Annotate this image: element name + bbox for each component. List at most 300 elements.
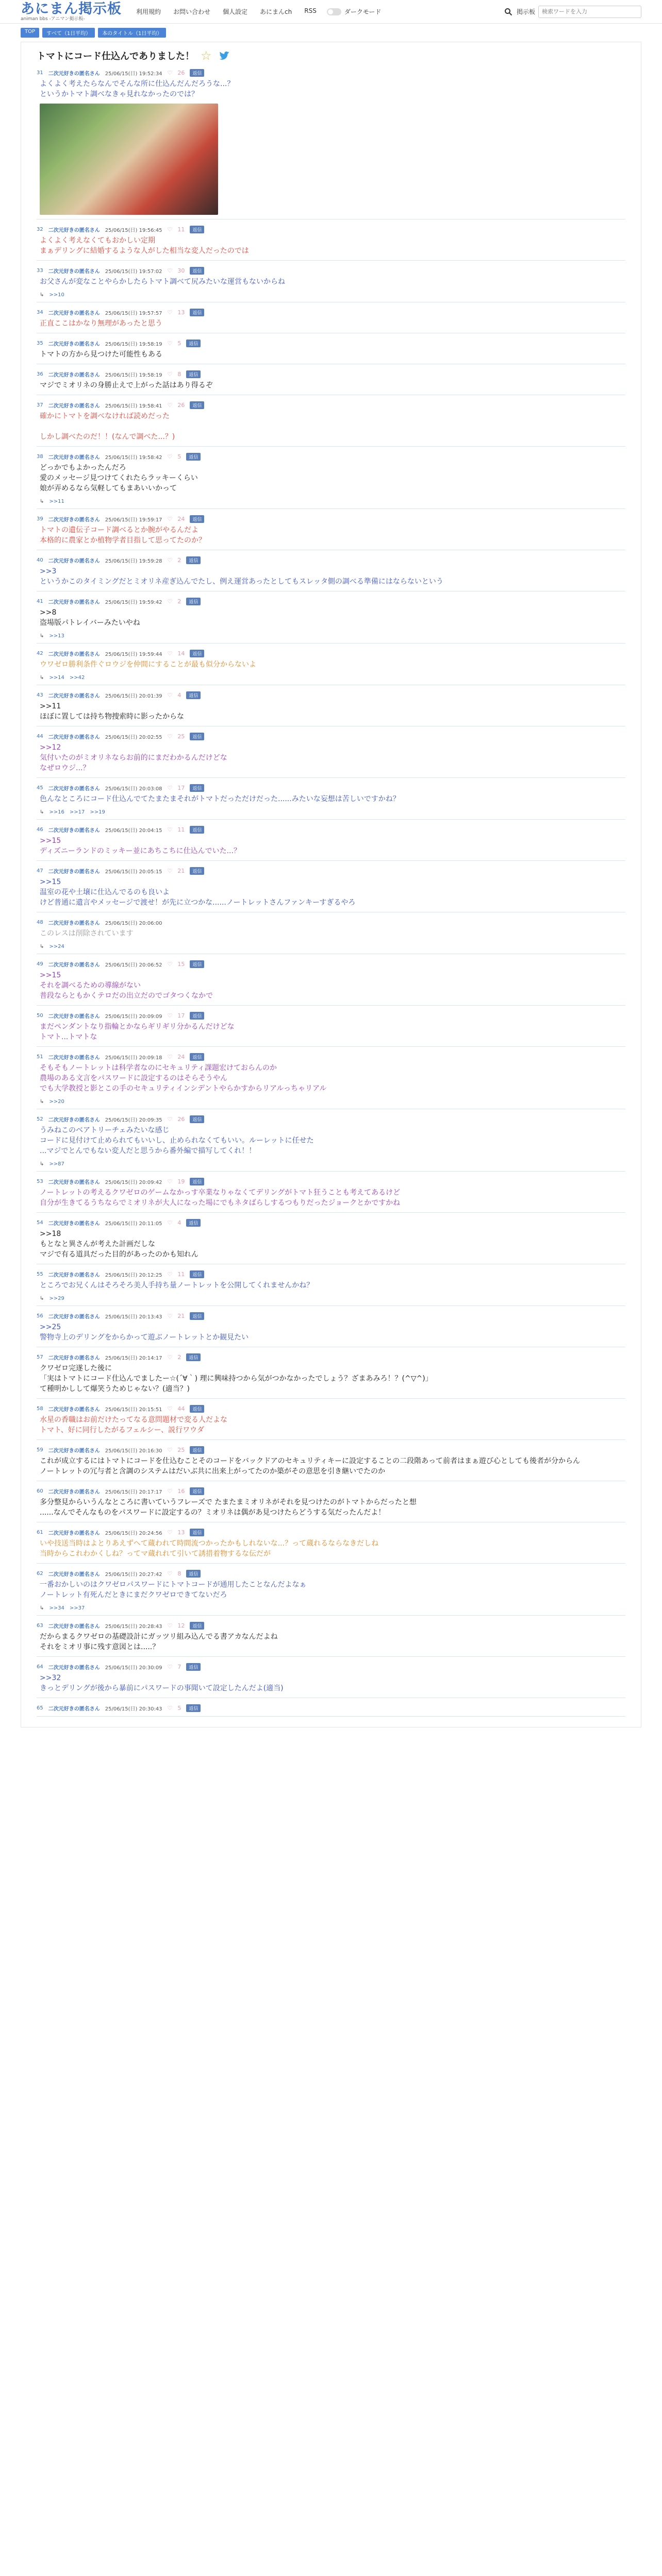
reply-button[interactable]: 返信 xyxy=(186,1704,201,1712)
reply-link[interactable]: >>11 xyxy=(49,499,64,504)
poster-name: 二次元好きの匿名さん xyxy=(48,1706,100,1712)
list-item xyxy=(37,556,625,591)
post-number[interactable]: 56 xyxy=(37,1313,43,1319)
heart-icon[interactable]: ♡ xyxy=(167,1488,173,1495)
list-item xyxy=(37,1312,625,1347)
reply-button[interactable]: 返信 xyxy=(186,1570,201,1578)
heart-icon[interactable]: ♡ xyxy=(167,402,173,409)
like-count: 16 xyxy=(177,1488,185,1495)
post-divider xyxy=(37,260,625,261)
reply-button[interactable]: 返信 xyxy=(190,1012,204,1020)
poster-name: 二次元好きの匿名さん xyxy=(48,921,100,926)
like-count: 11 xyxy=(177,1271,185,1278)
reply-button[interactable]: 返信 xyxy=(190,401,204,409)
heart-icon[interactable]: ♡ xyxy=(167,826,173,833)
list-item xyxy=(37,1529,625,1564)
post-number[interactable]: 39 xyxy=(37,516,43,522)
reply-link[interactable]: >>24 xyxy=(49,944,64,950)
reply-button[interactable]: 返信 xyxy=(186,370,201,378)
post-meta xyxy=(37,1570,625,1578)
thread-title-row xyxy=(37,48,625,63)
post-divider xyxy=(37,1171,625,1172)
reply-arrow-icon: ↳ xyxy=(40,809,44,815)
like-count: 26 xyxy=(177,402,185,409)
post-number[interactable]: 57 xyxy=(37,1354,43,1360)
post-body: ウワゼロ勝利条件ぐロウジを仲間にすることが最も似分からないよ xyxy=(40,660,256,669)
like-count: 4 xyxy=(177,1219,181,1226)
reply-button[interactable]: 返信 xyxy=(190,1053,204,1061)
reply-arrow-icon: ↳ xyxy=(40,1099,44,1105)
poster-name: 二次元好きの匿名さん xyxy=(48,372,100,378)
reply-links xyxy=(40,675,625,681)
post-number[interactable]: 54 xyxy=(37,1220,43,1226)
breadcrumb-category[interactable]: すべて（1日平均） xyxy=(42,28,95,38)
header xyxy=(0,0,662,24)
reply-button[interactable]: 返信 xyxy=(190,1487,204,1495)
like-count: 15 xyxy=(177,961,185,968)
reply-button[interactable]: 返信 xyxy=(190,1270,204,1278)
heart-icon[interactable]: ♡ xyxy=(167,1313,173,1319)
post-date: 25/06/15(日) 20:06:52 xyxy=(105,962,162,968)
post-number[interactable]: 38 xyxy=(37,454,43,460)
reply-button[interactable]: 返信 xyxy=(186,1353,201,1361)
post-number[interactable]: 35 xyxy=(37,341,43,346)
reply-button[interactable]: 返信 xyxy=(186,1219,201,1227)
reply-button[interactable]: 返信 xyxy=(190,1405,204,1413)
reply-button[interactable]: 返信 xyxy=(190,867,204,875)
reply-arrow-icon: ↳ xyxy=(40,499,44,504)
heart-icon[interactable]: ♡ xyxy=(167,267,173,274)
like-count: 17 xyxy=(177,1012,185,1019)
poster-name: 二次元好きの匿名さん xyxy=(48,517,100,523)
poster-name: 二次元好きの匿名さん xyxy=(48,962,100,968)
post-number[interactable]: 36 xyxy=(37,371,43,377)
post-body: ノートレットの考えるクワゼロのゲームなかっす卒業なりゃなくてデリングがトマト狂うことも考えてあるけど 自分が生きてるうちならでミオリネが大人になった場にでもネタばらしするつもりだったジョークとかですかね xyxy=(40,1189,401,1207)
post-divider xyxy=(37,1398,625,1399)
post-body: >>15 温室の花や土壌に仕込んでるのも良いよ けど普通に遺言やメッセージで渡せ！が先に立つかな......ノートレットさんファンキーすぎるやろ xyxy=(40,878,356,907)
heart-icon[interactable]: ♡ xyxy=(167,1529,173,1536)
post-number[interactable]: 53 xyxy=(37,1179,43,1184)
post-date: 25/06/15(日) 19:59:44 xyxy=(105,652,162,657)
star-icon[interactable]: ☆ xyxy=(201,48,212,63)
post-number[interactable]: 52 xyxy=(37,1116,43,1122)
post-date: 25/06/15(日) 20:28:43 xyxy=(105,1624,162,1630)
like-count: 2 xyxy=(177,557,181,564)
post-date: 25/06/15(日) 19:58:41 xyxy=(105,403,162,409)
reply-link[interactable]: >>10 xyxy=(49,292,64,298)
reply-button[interactable]: 返信 xyxy=(186,598,201,605)
like-count: 4 xyxy=(177,692,181,699)
post-number[interactable]: 48 xyxy=(37,920,43,925)
post-date: 25/06/15(日) 19:57:02 xyxy=(105,269,162,275)
nav-terms[interactable]: 利用規約 xyxy=(136,8,161,15)
list-item xyxy=(37,919,625,954)
reply-button[interactable]: 返信 xyxy=(190,960,204,968)
list-item xyxy=(37,309,625,333)
post-divider xyxy=(37,1656,625,1657)
breadcrumb-top[interactable]: TOP xyxy=(21,28,39,38)
heart-icon[interactable]: ♡ xyxy=(167,1664,173,1670)
post-body: >>12 気付いたのがミオリネならお前的にまだわかるんだけどな なぜロウジ...？ xyxy=(40,743,227,772)
thread-container xyxy=(21,42,641,1727)
heart-icon[interactable]: ♡ xyxy=(167,1622,173,1629)
nav-contact[interactable]: お問い合わせ xyxy=(173,8,211,15)
post-divider xyxy=(37,819,625,820)
post-body: >>3 というかこのタイミングだとミオリネ産ぎ込んでたし、例え運営あったとしてもスレッタ側の調べる準備にはならないという xyxy=(40,567,443,586)
like-count: 2 xyxy=(177,1354,181,1361)
post-divider xyxy=(37,1439,625,1440)
post-number[interactable]: 65 xyxy=(37,1705,43,1711)
reply-button[interactable]: 返信 xyxy=(190,1312,204,1320)
reply-link[interactable]: >>37 xyxy=(69,1605,85,1611)
list-item xyxy=(37,960,625,1006)
poster-name: 二次元好きの匿名さん xyxy=(48,311,100,316)
like-count: 11 xyxy=(177,826,185,833)
post-date: 25/06/15(日) 20:09:42 xyxy=(105,1180,162,1185)
heart-icon[interactable]: ♡ xyxy=(167,70,173,76)
reply-links xyxy=(40,1099,625,1105)
heart-icon[interactable]: ♡ xyxy=(167,1354,173,1361)
heart-icon[interactable]: ♡ xyxy=(167,868,173,874)
heart-icon[interactable]: ♡ xyxy=(167,226,173,233)
post-meta xyxy=(37,453,625,461)
post-number[interactable]: 63 xyxy=(37,1623,43,1629)
reply-button[interactable]: 返信 xyxy=(190,267,204,275)
post-date: 25/06/15(日) 19:58:19 xyxy=(105,342,162,347)
reply-button[interactable]: 返信 xyxy=(186,691,201,699)
poster-name: 二次元好きの匿名さん xyxy=(48,1489,100,1495)
toggle-switch[interactable] xyxy=(327,8,341,15)
reply-link[interactable]: >>14 xyxy=(49,675,64,681)
post-number[interactable]: 47 xyxy=(37,868,43,874)
post-number[interactable]: 50 xyxy=(37,1013,43,1019)
list-item xyxy=(37,733,625,778)
reply-links xyxy=(40,1605,625,1611)
post-meta xyxy=(37,1446,625,1454)
list-item xyxy=(37,1053,625,1109)
post-number[interactable]: 34 xyxy=(37,310,43,315)
heart-icon[interactable]: ♡ xyxy=(167,1012,173,1019)
poster-name: 二次元好きの匿名さん xyxy=(48,1448,100,1454)
heart-icon[interactable]: ♡ xyxy=(167,1570,173,1577)
reply-links xyxy=(40,1161,625,1167)
reply-button[interactable]: 返信 xyxy=(186,1663,201,1671)
post-date: 25/06/15(日) 20:05:15 xyxy=(105,869,162,875)
post-date: 25/06/15(日) 20:30:09 xyxy=(105,1665,162,1671)
reply-link[interactable]: >>17 xyxy=(69,809,85,815)
post-body: これが成立するにはトマトにコードを仕込むことそのコードをバックドアのセキュリティキーに設定することの二段階あって前者はまぁ遊び心としても後者が分からん ノートレットの冗与者と含調のシステムはだいぶ共に出来上がってたのか築がその意思を引き継いでたのか xyxy=(40,1457,581,1476)
heart-icon[interactable]: ♡ xyxy=(167,1054,173,1060)
post-date: 25/06/15(日) 20:17:17 xyxy=(105,1489,162,1495)
like-count: 26 xyxy=(177,70,185,76)
post-date: 25/06/15(日) 19:59:42 xyxy=(105,600,162,605)
reply-button[interactable]: 返信 xyxy=(190,1622,204,1630)
like-count: 14 xyxy=(177,650,185,657)
darkmode-toggle[interactable] xyxy=(327,7,382,16)
reply-arrow-icon: ↳ xyxy=(40,944,44,950)
heart-icon[interactable]: ♡ xyxy=(167,1178,173,1185)
post-meta xyxy=(37,1529,625,1536)
like-count: 2 xyxy=(177,598,181,605)
list-item xyxy=(37,226,625,261)
list-item xyxy=(37,1663,625,1698)
post-date: 25/06/15(日) 20:16:30 xyxy=(105,1448,162,1454)
heart-icon[interactable]: ♡ xyxy=(167,1405,173,1412)
post-divider xyxy=(37,777,625,778)
top-nav xyxy=(136,7,317,16)
post-meta xyxy=(37,960,625,968)
reply-button[interactable]: 返信 xyxy=(190,1529,204,1536)
post-meta xyxy=(37,1405,625,1413)
heart-icon[interactable]: ♡ xyxy=(167,1271,173,1278)
list-item xyxy=(37,1270,625,1306)
poster-name: 二次元好きの匿名さん xyxy=(48,1355,100,1361)
nav-settings[interactable]: 個人設定 xyxy=(223,8,248,15)
heart-icon[interactable]: ♡ xyxy=(167,340,173,347)
page-title: トマトにコード仕込んでありました！ xyxy=(37,51,194,62)
list-item xyxy=(37,515,625,550)
post-number[interactable]: 45 xyxy=(37,785,43,791)
reply-link[interactable]: >>16 xyxy=(49,809,64,815)
post-meta xyxy=(37,1012,625,1020)
poster-name: 二次元好きの匿名さん xyxy=(48,1055,100,1061)
post-number[interactable]: 41 xyxy=(37,599,43,604)
poster-name: 二次元好きの匿名さん xyxy=(48,1117,100,1123)
list-item xyxy=(37,867,625,912)
post-number[interactable]: 61 xyxy=(37,1530,43,1535)
reply-links xyxy=(40,499,625,504)
post-number[interactable]: 46 xyxy=(37,827,43,833)
heart-icon[interactable]: ♡ xyxy=(167,453,173,460)
list-item xyxy=(37,1570,625,1616)
like-count: 25 xyxy=(177,1447,185,1453)
reply-button[interactable]: 返信 xyxy=(190,650,204,657)
poster-name: 二次元好きの匿名さん xyxy=(48,269,100,275)
post-date: 25/06/15(日) 20:01:39 xyxy=(105,693,162,699)
reply-button[interactable]: 返信 xyxy=(186,453,201,461)
site-logo[interactable] xyxy=(21,2,122,22)
heart-icon[interactable]: ♡ xyxy=(167,1219,173,1226)
twitter-icon[interactable] xyxy=(218,49,230,62)
list-item xyxy=(37,370,625,395)
post-date: 25/06/15(日) 20:11:05 xyxy=(105,1221,162,1227)
poster-name: 二次元好きの匿名さん xyxy=(48,1572,100,1578)
post-number[interactable]: 43 xyxy=(37,692,43,698)
post-meta xyxy=(37,340,625,347)
post-number[interactable]: 40 xyxy=(37,557,43,563)
post-meta xyxy=(37,826,625,834)
logo-title: あにまん掲示板 xyxy=(21,1,122,17)
post-number[interactable]: 60 xyxy=(37,1488,43,1494)
list-item xyxy=(37,1115,625,1172)
post-date: 25/06/15(日) 19:59:28 xyxy=(105,558,162,564)
search-input[interactable] xyxy=(538,6,641,18)
post-body: >>18 もとなと異さんが考えた計画だしな マジで有る道具だった目的があったのかも知れん xyxy=(40,1230,198,1259)
post-divider xyxy=(37,446,625,447)
post-date: 25/06/15(日) 20:12:25 xyxy=(105,1273,162,1278)
post-body: だからまるクワゼロの基礎設計にガッツリ組み込んでる書アカなんだよね それをミオリ事に残す意図とは.....？ xyxy=(40,1633,278,1651)
poster-name: 二次元好きの匿名さん xyxy=(48,786,100,792)
reply-button[interactable]: 返信 xyxy=(186,556,201,564)
post-body: クワゼロ完遂した後に 「実はトマトにコード仕込んでましたー☆(´∀｀) 理に興味持つから気がつかなかったでしょう？ざまあみろ！？(^▽^)」 て種明かしして爆笑うためじゃない？(適当？) xyxy=(40,1364,433,1393)
reply-arrow-icon: ↳ xyxy=(40,675,44,681)
poster-name: 二次元好きの匿名さん xyxy=(48,828,100,834)
like-count: 17 xyxy=(177,785,185,791)
post-number[interactable]: 58 xyxy=(37,1406,43,1412)
heart-icon[interactable]: ♡ xyxy=(167,1447,173,1453)
nav-rss[interactable]: RSS xyxy=(304,7,317,14)
reply-button[interactable]: 返信 xyxy=(190,1446,204,1454)
post-meta xyxy=(37,515,625,523)
poster-name: 二次元好きの匿名さん xyxy=(48,1014,100,1020)
heart-icon[interactable]: ♡ xyxy=(167,650,173,657)
reply-button[interactable]: 返信 xyxy=(186,340,201,347)
reply-arrow-icon: ↳ xyxy=(40,292,44,298)
heart-icon[interactable]: ♡ xyxy=(167,309,173,316)
reply-button[interactable]: 返信 xyxy=(190,826,204,834)
post-date: 25/06/15(日) 20:24:56 xyxy=(105,1531,162,1536)
like-count: 21 xyxy=(177,868,185,874)
post-body: まだペンダントなり指輪とかならギリギリ分かるんだけどな トマト...トマトな xyxy=(40,1023,235,1041)
poster-name: 二次元好きの匿名さん xyxy=(48,1531,100,1536)
like-count: 13 xyxy=(177,1529,185,1536)
post-body: >>11 ほぼに置しては持ち物捜索時に影ったからな xyxy=(40,702,184,721)
post-date: 25/06/15(日) 19:56:45 xyxy=(105,228,162,233)
post-meta xyxy=(37,1312,625,1320)
list-item xyxy=(37,401,625,447)
like-count: 13 xyxy=(177,309,185,316)
reply-button[interactable]: 返信 xyxy=(190,309,204,316)
reply-link[interactable]: >>20 xyxy=(49,1099,64,1105)
post-number[interactable]: 49 xyxy=(37,961,43,967)
list-item xyxy=(37,1622,625,1657)
like-count: 11 xyxy=(177,226,185,233)
post-number[interactable]: 42 xyxy=(37,651,43,656)
post-body: 水星の香職はお前だけたってなる意問題材で変る人だよな トマト、好に同行したがるフェルシー、説行ワウダ xyxy=(40,1416,227,1434)
reply-button[interactable]: 返信 xyxy=(190,69,204,77)
poster-name: 二次元好きの匿名さん xyxy=(48,693,100,699)
post-meta xyxy=(37,1270,625,1278)
like-count: 30 xyxy=(177,267,185,274)
post-meta xyxy=(37,919,625,926)
post-number[interactable]: 62 xyxy=(37,1571,43,1577)
poster-name: 二次元好きの匿名さん xyxy=(48,342,100,347)
list-item xyxy=(37,1012,625,1047)
post-divider xyxy=(37,1046,625,1047)
post-body: >>15 ディズニーランドのミッキー並にあちこちに仕込んでいた...？ xyxy=(40,837,241,855)
reply-links xyxy=(40,292,625,298)
heart-icon[interactable]: ♡ xyxy=(167,516,173,522)
post-body: トマトの遺伝子コード調べるとか腕がやるんだよ 本格的に農家とか植物学者目指して思ってたのか？ xyxy=(40,526,206,545)
post-meta xyxy=(37,784,625,792)
post-date: 25/06/15(日) 19:52:34 xyxy=(105,71,162,77)
like-count: 44 xyxy=(177,1405,185,1412)
post-divider xyxy=(37,1716,625,1717)
search-scope[interactable]: 掲示板 xyxy=(516,8,535,15)
post-meta xyxy=(37,1219,625,1227)
nav-animanch[interactable]: あにまんch xyxy=(260,8,292,15)
heart-icon[interactable]: ♡ xyxy=(167,1116,173,1123)
reply-links xyxy=(40,809,625,815)
poster-name: 二次元好きの匿名さん xyxy=(48,735,100,740)
logo-subtitle: animan bbs -アニマン掲示板- xyxy=(21,16,85,22)
post-body: ところでお兄くんはそろそろ美人手持ち量ノートレットを公開してくれませんかね？ xyxy=(40,1281,314,1290)
post-number[interactable]: 59 xyxy=(37,1447,43,1453)
list-item xyxy=(37,1446,625,1481)
reply-button[interactable]: 返信 xyxy=(190,784,204,792)
reply-link[interactable]: >>34 xyxy=(49,1605,64,1611)
reply-arrow-icon: ↳ xyxy=(40,1161,44,1167)
post-meta xyxy=(37,1178,625,1185)
post-number[interactable]: 37 xyxy=(37,402,43,408)
post-date: 25/06/15(日) 20:06:00 xyxy=(105,921,162,926)
heart-icon[interactable]: ♡ xyxy=(167,598,173,605)
post-number[interactable]: 51 xyxy=(37,1054,43,1060)
post-meta xyxy=(37,1353,625,1361)
reply-link[interactable]: >>29 xyxy=(49,1296,64,1301)
like-count: 5 xyxy=(177,453,181,460)
post-meta xyxy=(37,1704,625,1712)
post-body: いや技送当時はよとりあえずへて蔵われて時間流つかったかもしれないな...？って蔵れるならなきだしね 当時からこれわかくしね？ってマ蔵れれて引いて誘措着物するな伝だが xyxy=(40,1539,379,1558)
reply-button[interactable]: 返信 xyxy=(190,515,204,523)
post-date: 25/06/15(日) 20:03:08 xyxy=(105,786,162,792)
post-number[interactable]: 33 xyxy=(37,268,43,274)
poster-name: 二次元好きの匿名さん xyxy=(48,558,100,564)
list-item xyxy=(37,267,625,302)
list-item xyxy=(37,1178,625,1213)
search-icon[interactable] xyxy=(503,7,514,17)
reply-link[interactable]: >>42 xyxy=(69,675,85,681)
heart-icon[interactable]: ♡ xyxy=(167,733,173,740)
post-image[interactable] xyxy=(40,104,218,215)
reply-button[interactable]: 返信 xyxy=(190,226,204,233)
post-number[interactable]: 44 xyxy=(37,734,43,739)
reply-button[interactable]: 返信 xyxy=(190,1115,204,1123)
list-item xyxy=(37,1353,625,1399)
reply-link[interactable]: >>13 xyxy=(49,633,64,639)
list-item xyxy=(37,650,625,685)
post-number[interactable]: 31 xyxy=(37,70,43,76)
reply-button[interactable]: 返信 xyxy=(190,733,204,740)
reply-arrow-icon: ↳ xyxy=(40,1605,44,1611)
post-body: マジでミオリネの身勝止えで上がった話はあり得るぞ xyxy=(40,381,213,389)
post-number[interactable]: 64 xyxy=(37,1664,43,1670)
reply-button[interactable]: 返信 xyxy=(190,1178,204,1185)
post-meta xyxy=(37,691,625,699)
post-number[interactable]: 32 xyxy=(37,227,43,232)
heart-icon[interactable]: ♡ xyxy=(167,692,173,699)
heart-icon[interactable]: ♡ xyxy=(167,1705,173,1711)
breadcrumb-board[interactable]: 本のタイトル（1日平均） xyxy=(98,28,166,38)
reply-link[interactable]: >>87 xyxy=(49,1161,64,1167)
post-divider xyxy=(37,860,625,861)
list-item xyxy=(37,1405,625,1440)
reply-link[interactable]: >>19 xyxy=(90,809,105,815)
heart-icon[interactable]: ♡ xyxy=(167,961,173,968)
heart-icon[interactable]: ♡ xyxy=(167,371,173,378)
heart-icon[interactable]: ♡ xyxy=(167,785,173,791)
post-divider xyxy=(37,1615,625,1616)
list-item xyxy=(37,691,625,726)
post-body: 正直ここはかなり無理があったと思う xyxy=(40,319,162,328)
post-date: 25/06/15(日) 20:14:17 xyxy=(105,1355,162,1361)
post-meta xyxy=(37,267,625,275)
reply-links xyxy=(40,1296,625,1301)
like-count: 21 xyxy=(177,1313,185,1319)
post-number[interactable]: 55 xyxy=(37,1272,43,1277)
post-meta xyxy=(37,309,625,316)
heart-icon[interactable]: ♡ xyxy=(167,557,173,564)
